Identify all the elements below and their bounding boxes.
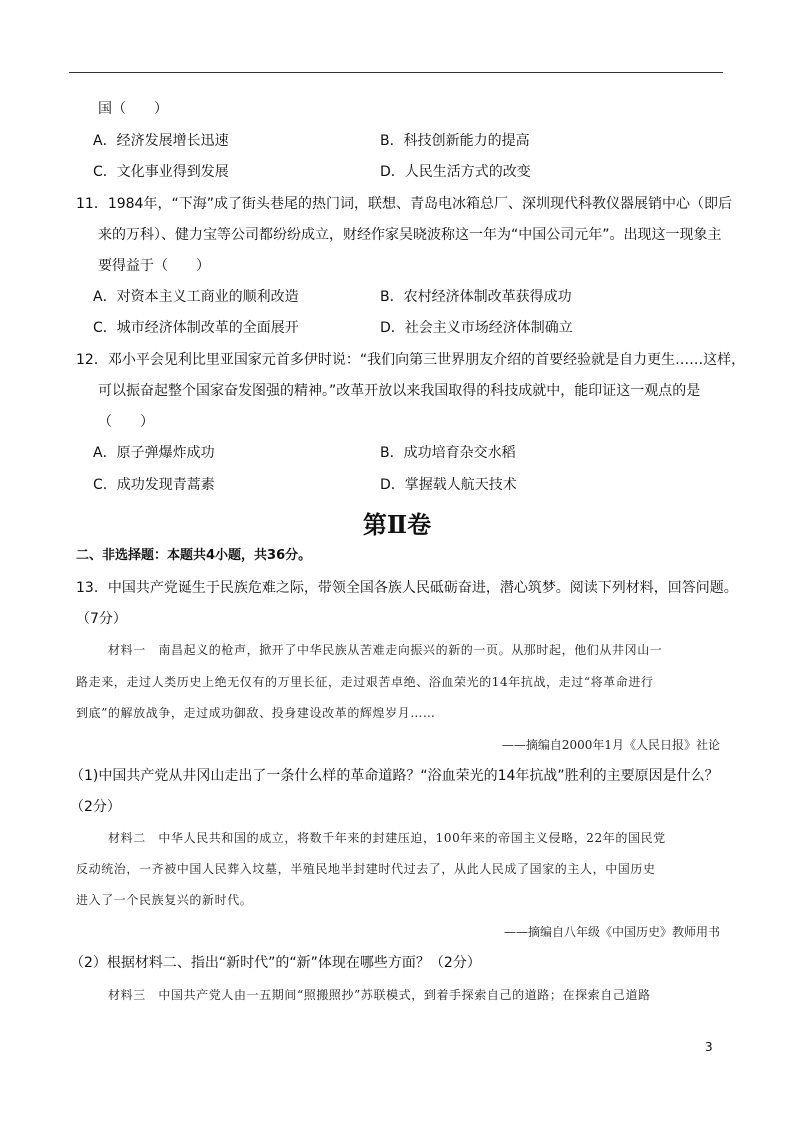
q10-option-a: A．经济发展增长迅速 xyxy=(93,133,229,149)
q10-stem-tail: 国（ ） xyxy=(98,101,168,117)
q13-stem-line2: （7分） xyxy=(76,611,127,627)
q11-option-d: D．社会主义市场经济体制确立 xyxy=(380,320,573,336)
header-rule xyxy=(69,72,723,73)
q13-sub1-line2: （2分） xyxy=(70,799,121,815)
section-subtitle: 二、非选择题：本题共4小题，共36分。 xyxy=(76,548,312,563)
q10-option-b: B．科技创新能力的提高 xyxy=(380,133,530,149)
material3-line1: 材料三 中国共产党人由一五期间“照搬照抄”苏联模式，到着手探索自己的道路；在探索自己道路 xyxy=(108,988,651,1002)
material1-line3: 到底”的解放战争，走过成功御敌、投身建设改革的辉煌岁月…… xyxy=(76,706,436,720)
q10-option-c: C．文化事业得到发展 xyxy=(93,164,229,180)
q12-stem-line1: 12．邓小平会见利比里亚国家元首多伊时说：“我们向第三世界朋友介绍的首要经验就是自力更生……这样， xyxy=(76,352,746,368)
q11-stem-line2: 来的万科）、健力宝等公司都纷纷成立，财经作家吴晓波称这一年为“中国公司元年”。出现这一现象主 xyxy=(98,227,722,243)
q13-stem-line1: 13．中国共产党诞生于民族危难之际，带领全国各族人民砥砺奋进，潜心筑梦。阅读下列材料，回答问题。 xyxy=(76,580,738,596)
material1-source: ——摘编自2000年1月《人民日报》社论 xyxy=(501,738,720,752)
material2-line1: 材料二 中华人民共和国的成立，将数千年来的封建压迫，100年来的帝国主义侵略，22年的国民党 xyxy=(108,831,666,845)
q11-option-b: B．农村经济体制改革获得成功 xyxy=(380,289,572,305)
section-title: 第Ⅱ卷 xyxy=(362,510,432,539)
page-number: 3 xyxy=(705,1040,713,1054)
q12-option-d: D．掌握载人航天技术 xyxy=(380,477,517,493)
q11-option-a: A．对资本主义工商业的顺利改造 xyxy=(93,289,299,305)
q12-option-b: B．成功培育杂交水稻 xyxy=(380,445,516,461)
q11-stem-line1: 11．1984年，“下海”成了街头巷尾的热门词，联想、青岛电冰箱总厂、深圳现代科教仪器展销中心（即后 xyxy=(76,196,732,212)
material2-line3: 进入了一个民族复兴的新时代。 xyxy=(76,893,253,907)
q12-option-a: A．原子弹爆炸成功 xyxy=(93,445,215,461)
q12-option-c: C．成功发现青蒿素 xyxy=(93,477,215,493)
q12-stem-line3: （ ） xyxy=(98,414,154,430)
q10-option-d: D．人民生活方式的改变 xyxy=(380,164,531,180)
q13-sub1-line1: （1)中国共产党从井冈山走出了一条什么样的革命道路？“浴血荣光的14年抗战”胜利的主要原因是什么？ xyxy=(70,768,719,784)
material1-line2: 路走来，走过人类历史上绝无仅有的万里长征，走过艰苦卓绝、浴血荣光的14年抗战，走过“将革命进行 xyxy=(76,675,654,689)
material2-line2: 反动统治，一齐被中国人民葬入坟墓，半殖民地半封建时代过去了，从此人民成了国家的主人，中国历史 xyxy=(76,862,656,876)
material2-source: ——摘编自八年级《中国历史》教师用书 xyxy=(503,925,720,939)
q11-option-c: C．城市经济体制改革的全面展开 xyxy=(93,320,299,336)
q13-sub2: （2）根据材料二、指出“新时代”的“新”体现在哪些方面？（2分） xyxy=(70,955,481,971)
q11-stem-line3: 要得益于（ ） xyxy=(98,258,210,274)
q12-stem-line2: 可以振奋起整个国家奋发图强的精神。”改革开放以来我国取得的科技成就中，能印证这一观点的是 xyxy=(98,383,701,399)
material1-line1: 材料一 南昌起义的枪声，掀开了中华民族从苦难走向振兴的新的一页。从那时起，他们从井冈山一 xyxy=(108,643,663,657)
